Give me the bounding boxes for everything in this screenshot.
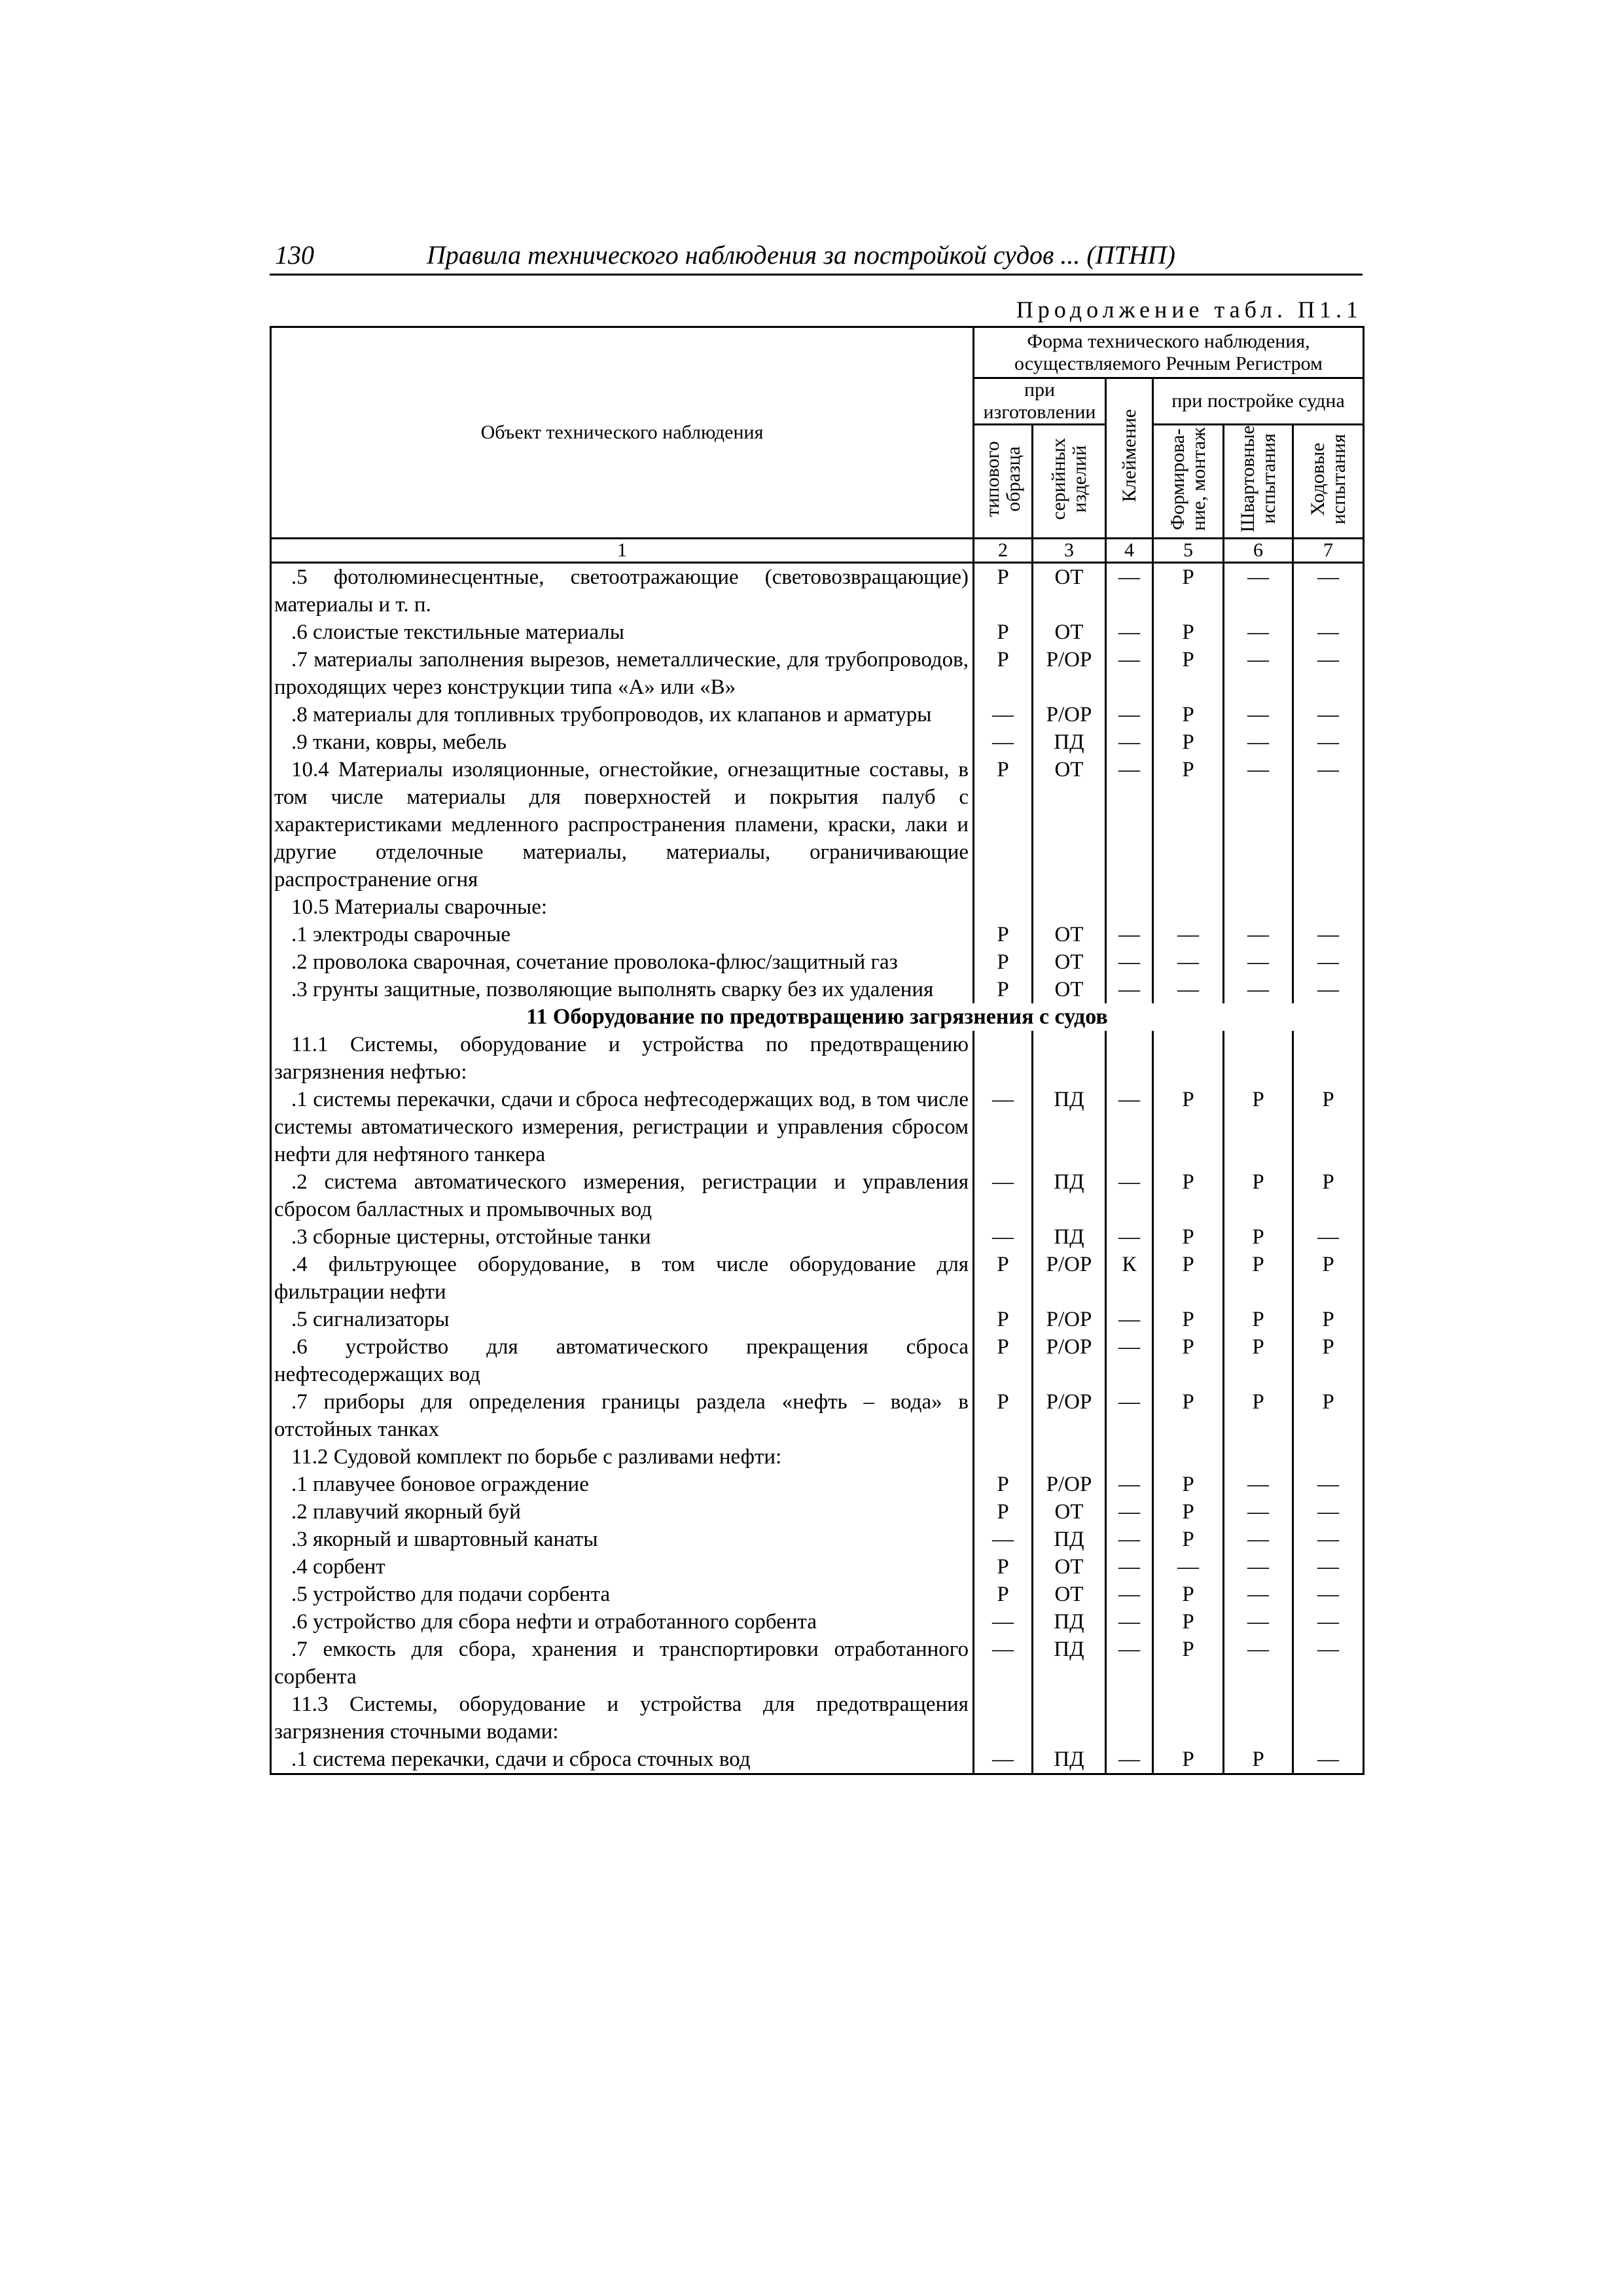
form-cell-c5: Р	[1153, 756, 1224, 893]
form-cell-c4: —	[1106, 1746, 1153, 1774]
form-cell-c7: —	[1293, 756, 1364, 893]
head-col2-line2: образца	[1002, 446, 1024, 512]
form-cell-c7: —	[1293, 1498, 1364, 1526]
form-cell-c3: ОТ	[1033, 756, 1106, 893]
form-cell-c4: —	[1106, 1498, 1153, 1526]
object-text: .5 устройство для подачи сорбента	[291, 1583, 611, 1607]
form-cell-c3: ОТ	[1033, 563, 1106, 619]
form-cell-c6: —	[1224, 701, 1293, 728]
form-cell-c4	[1106, 1691, 1153, 1746]
form-cell-c7	[1293, 1691, 1364, 1746]
form-cell-c5	[1153, 1443, 1224, 1471]
form-cell-c3: Р/ОР	[1033, 1306, 1106, 1333]
form-cell-c5: Р	[1153, 1168, 1224, 1223]
form-cell-c7: —	[1293, 701, 1364, 728]
table-row	[271, 1691, 1364, 1746]
object-cell	[271, 619, 974, 646]
head-object: Объект технического наблюдения	[271, 327, 974, 539]
form-cell-c2: —	[974, 1526, 1033, 1553]
form-cell-c7: —	[1293, 646, 1364, 701]
head-col5	[1153, 425, 1224, 539]
head-col3-line1: серийных	[1047, 438, 1069, 520]
object-cell	[271, 948, 974, 976]
form-cell-c2: Р	[974, 756, 1033, 893]
head-col5-line1: Формирова-	[1166, 428, 1188, 530]
table-row	[271, 1168, 1364, 1223]
object-text: .1 электроды сварочные	[291, 923, 511, 947]
form-cell-c7: Р	[1293, 1388, 1364, 1443]
object-text: .7 приборы для определения границы раздела «нефть – вода» в отстойных танках	[274, 1390, 969, 1442]
object-text: .6 устройство для автоматического прекращения сброса нефтесодержащих вод	[274, 1335, 969, 1387]
form-cell-c2: —	[974, 701, 1033, 728]
form-cell-c2: Р	[974, 1498, 1033, 1526]
table-row	[271, 619, 1364, 646]
page-number: 130	[275, 240, 314, 270]
table-row	[271, 1333, 1364, 1388]
table-row	[271, 1553, 1364, 1581]
object-text: 11.3 Системы, оборудование и устройства для предотвращения загрязнения сточными водами:	[274, 1693, 969, 1744]
form-cell-c3: ПД	[1033, 1746, 1106, 1774]
form-cell-c2: —	[974, 1223, 1033, 1251]
form-cell-c6: —	[1224, 1608, 1293, 1636]
form-cell-c6: —	[1224, 1471, 1293, 1498]
form-cell-c7: Р	[1293, 1086, 1364, 1168]
form-cell-c4	[1106, 893, 1153, 921]
object-cell	[271, 1526, 974, 1553]
form-cell-c3: ОТ	[1033, 619, 1106, 646]
form-cell-c6: —	[1224, 976, 1293, 1003]
form-cell-c4: —	[1106, 1526, 1153, 1553]
form-cell-c5	[1153, 893, 1224, 921]
table-row	[271, 1526, 1364, 1553]
object-text: .2 проволока сварочная, сочетание проволока-флюс/защитный газ	[291, 950, 898, 975]
form-cell-c4: —	[1106, 563, 1153, 619]
table-row	[271, 1388, 1364, 1443]
form-cell-c6: —	[1224, 756, 1293, 893]
object-cell	[271, 893, 974, 921]
form-cell-c5: Р	[1153, 701, 1224, 728]
object-text: .5 сигнализаторы	[291, 1308, 450, 1332]
object-cell	[271, 1168, 974, 1223]
object-text: .1 система перекачки, сдачи и сброса сточных вод	[291, 1748, 751, 1772]
table-body-materials	[271, 563, 1364, 1004]
head-form-line2: осуществляемого Речным Регистром	[1014, 352, 1323, 374]
form-cell-c6: Р	[1224, 1251, 1293, 1306]
object-text: .9 ткани, ковры, мебель	[291, 730, 507, 755]
form-cell-c4	[1106, 1031, 1153, 1086]
form-cell-c3: ОТ	[1033, 948, 1106, 976]
object-text: .6 устройство для сбора нефти и отработанного сорбента	[291, 1610, 817, 1634]
form-cell-c7: Р	[1293, 1306, 1364, 1333]
object-cell	[271, 1031, 974, 1086]
object-cell	[271, 646, 974, 701]
form-cell-c3: ПД	[1033, 1608, 1106, 1636]
object-text: 11.2 Судовой комплект по борьбе с разливами нефти:	[291, 1445, 782, 1469]
object-cell	[271, 701, 974, 728]
object-cell	[271, 1223, 974, 1251]
form-cell-c6: —	[1224, 921, 1293, 948]
form-cell-c2: Р	[974, 1251, 1033, 1306]
form-cell-c2: —	[974, 728, 1033, 756]
form-cell-c3: Р/ОР	[1033, 1388, 1106, 1443]
form-cell-c5: —	[1153, 948, 1224, 976]
object-text: .2 система автоматического измерения, регистрации и управления сбросом балластных и промывочных вод	[274, 1170, 969, 1222]
object-text: .1 плавучее боновое ограждение	[291, 1473, 589, 1497]
table-row	[271, 893, 1364, 921]
table-row	[271, 1031, 1364, 1086]
form-cell-c2	[974, 1691, 1033, 1746]
form-cell-c7: —	[1293, 1223, 1364, 1251]
form-cell-c3: Р/ОР	[1033, 1251, 1106, 1306]
column-number: 1	[271, 539, 974, 563]
table-row	[271, 756, 1364, 893]
form-cell-c3: ОТ	[1033, 1498, 1106, 1526]
form-cell-c4: —	[1106, 1553, 1153, 1581]
form-cell-c2	[974, 1443, 1033, 1471]
table-row	[271, 948, 1364, 976]
object-text: 10.4 Материалы изоляционные, огнестойкие, огнезащитные составы, в том числе материалы для поверхностей и покрытия палуб с характеристиками медленного распространения пламени, краски, лаки и другие отделочные материалы, материалы, ограничивающие распространение огня	[274, 758, 969, 892]
form-cell-c5: Р	[1153, 1608, 1224, 1636]
form-cell-c4: —	[1106, 1388, 1153, 1443]
table-row	[271, 1086, 1364, 1168]
form-cell-c7: —	[1293, 1526, 1364, 1553]
form-cell-c7: —	[1293, 1608, 1364, 1636]
table-row	[271, 1608, 1364, 1636]
column-number: 6	[1224, 539, 1293, 563]
head-manufacture	[974, 378, 1106, 425]
form-cell-c3	[1033, 893, 1106, 921]
form-cell-c6	[1224, 1691, 1293, 1746]
form-cell-c4: —	[1106, 646, 1153, 701]
table-row	[271, 1223, 1364, 1251]
form-cell-c5: —	[1153, 1553, 1224, 1581]
form-cell-c5: Р	[1153, 1306, 1224, 1333]
running-header	[270, 237, 1363, 276]
form-cell-c3: ПД	[1033, 1526, 1106, 1553]
form-cell-c6: —	[1224, 1526, 1293, 1553]
form-cell-c2: Р	[974, 1581, 1033, 1608]
form-cell-c7	[1293, 1031, 1364, 1086]
head-col6-line2: испытания	[1257, 433, 1279, 524]
object-cell	[271, 563, 974, 619]
form-cell-c7	[1293, 893, 1364, 921]
form-cell-c7: —	[1293, 921, 1364, 948]
form-cell-c3	[1033, 1691, 1106, 1746]
form-cell-c4: —	[1106, 1086, 1153, 1168]
head-col2	[974, 425, 1033, 539]
object-cell	[271, 1691, 974, 1746]
object-cell	[271, 921, 974, 948]
table-section	[271, 1003, 1364, 1031]
table-row	[271, 1251, 1364, 1306]
form-cell-c4: —	[1106, 1471, 1153, 1498]
form-cell-c7: —	[1293, 1746, 1364, 1774]
form-cell-c2: Р	[974, 619, 1033, 646]
form-cell-c2: Р	[974, 948, 1033, 976]
form-cell-c5: Р	[1153, 1581, 1224, 1608]
form-cell-c4: —	[1106, 1581, 1153, 1608]
head-col7-line2: испытания	[1327, 433, 1349, 524]
form-cell-c4: —	[1106, 921, 1153, 948]
table-row	[271, 1581, 1364, 1608]
form-cell-c2: Р	[974, 563, 1033, 619]
form-cell-c5: Р	[1153, 1471, 1224, 1498]
form-cell-c4: —	[1106, 1636, 1153, 1691]
form-cell-c2: Р	[974, 1333, 1033, 1388]
head-construction: при постройке судна	[1153, 378, 1364, 425]
head-col6-line1: Швартовные	[1236, 425, 1258, 533]
object-cell	[271, 1306, 974, 1333]
form-cell-c3: Р/ОР	[1033, 701, 1106, 728]
form-cell-c3: ОТ	[1033, 1553, 1106, 1581]
object-cell	[271, 1746, 974, 1774]
form-cell-c3: ОТ	[1033, 976, 1106, 1003]
form-cell-c3: Р/ОР	[1033, 1333, 1106, 1388]
form-cell-c2: Р	[974, 1471, 1033, 1498]
table-row	[271, 563, 1364, 619]
form-cell-c7: Р	[1293, 1333, 1364, 1388]
form-cell-c5: Р	[1153, 1388, 1224, 1443]
table-row	[271, 1471, 1364, 1498]
object-text: 11.1 Системы, оборудование и устройства по предотвращению загрязнения нефтью:	[274, 1033, 969, 1085]
form-cell-c5: —	[1153, 976, 1224, 1003]
form-cell-c2: Р	[974, 1388, 1033, 1443]
head-form-line1: Форма технического наблюдения,	[1027, 330, 1310, 352]
form-cell-c6: —	[1224, 948, 1293, 976]
object-cell	[271, 976, 974, 1003]
table-body-equipment	[271, 1031, 1364, 1774]
form-cell-c7: Р	[1293, 1168, 1364, 1223]
form-cell-c6	[1224, 1443, 1293, 1471]
head-col3	[1033, 425, 1106, 539]
object-text: .7 емкость для сбора, хранения и транспортировки отработанного сорбента	[274, 1638, 969, 1689]
object-cell	[271, 1388, 974, 1443]
object-cell	[271, 1581, 974, 1608]
form-cell-c6: —	[1224, 1581, 1293, 1608]
form-cell-c2: —	[974, 1636, 1033, 1691]
form-cell-c5: Р	[1153, 1251, 1224, 1306]
form-cell-c2: Р	[974, 976, 1033, 1003]
form-cell-c2: —	[974, 1086, 1033, 1168]
head-col4-text: Клеймение	[1118, 409, 1140, 503]
object-text: .3 якорный и швартовный канаты	[291, 1528, 598, 1552]
form-cell-c7: —	[1293, 976, 1364, 1003]
object-text: .6 слоистые текстильные материалы	[291, 620, 624, 645]
table-row	[271, 1306, 1364, 1333]
column-number: 7	[1293, 539, 1364, 563]
form-cell-c4: К	[1106, 1251, 1153, 1306]
table-row	[271, 728, 1364, 756]
section-title: 11 Оборудование по предотвращению загрязнения с судов	[271, 1003, 1364, 1031]
table-row	[271, 701, 1364, 728]
form-cell-c6: —	[1224, 1636, 1293, 1691]
table-row	[271, 1636, 1364, 1691]
form-cell-c3: ПД	[1033, 1223, 1106, 1251]
table-row	[271, 1443, 1364, 1471]
form-cell-c2	[974, 893, 1033, 921]
form-cell-c2: Р	[974, 921, 1033, 948]
form-cell-c4: —	[1106, 619, 1153, 646]
table-row	[271, 976, 1364, 1003]
object-cell	[271, 756, 974, 893]
form-cell-c5	[1153, 1691, 1224, 1746]
object-cell	[271, 1553, 974, 1581]
form-cell-c6: —	[1224, 646, 1293, 701]
head-col7-line1: Ходовые	[1306, 442, 1329, 516]
head-col7	[1293, 425, 1364, 539]
object-cell	[271, 1443, 974, 1471]
form-cell-c4: —	[1106, 1168, 1153, 1223]
head-manufacture-line2: изготовлении	[983, 401, 1096, 423]
column-number: 5	[1153, 539, 1224, 563]
form-cell-c5: Р	[1153, 1223, 1224, 1251]
form-cell-c5	[1153, 1031, 1224, 1086]
head-col6	[1224, 425, 1293, 539]
object-text: .4 фильтрующее оборудование, в том числе оборудование для фильтрации нефти	[274, 1253, 969, 1304]
form-cell-c7: —	[1293, 1471, 1364, 1498]
object-text: .8 материалы для топливных трубопроводов, их клапанов и арматуры	[291, 703, 932, 727]
form-cell-c7: —	[1293, 948, 1364, 976]
form-cell-c5: Р	[1153, 1333, 1224, 1388]
object-text: .3 сборные цистерны, отстойные танки	[291, 1225, 651, 1249]
form-cell-c6: —	[1224, 563, 1293, 619]
form-cell-c3: Р/ОР	[1033, 646, 1106, 701]
column-number: 2	[974, 539, 1033, 563]
form-cell-c7: —	[1293, 563, 1364, 619]
head-col4	[1106, 378, 1153, 539]
form-cell-c2: Р	[974, 1553, 1033, 1581]
form-cell-c6: Р	[1224, 1333, 1293, 1388]
form-cell-c2: —	[974, 1608, 1033, 1636]
form-cell-c7: Р	[1293, 1251, 1364, 1306]
form-cell-c5: Р	[1153, 646, 1224, 701]
object-text: 10.5 Материалы сварочные:	[291, 895, 548, 920]
object-cell	[271, 1471, 974, 1498]
form-cell-c6: —	[1224, 1498, 1293, 1526]
form-cell-c6: —	[1224, 619, 1293, 646]
head-col2-line1: типового	[981, 440, 1003, 517]
running-title: Правила технического наблюдения за постройкой судов ... (ПТНП)	[427, 240, 1175, 270]
object-cell	[271, 1086, 974, 1168]
object-text: .3 грунты защитные, позволяющие выполнять сварку без их удаления	[291, 978, 934, 1002]
form-cell-c4: —	[1106, 976, 1153, 1003]
form-cell-c3: ПД	[1033, 1086, 1106, 1168]
form-cell-c3: ПД	[1033, 728, 1106, 756]
table-row	[271, 1498, 1364, 1526]
form-cell-c5: Р	[1153, 1526, 1224, 1553]
form-cell-c4: —	[1106, 728, 1153, 756]
form-cell-c6: —	[1224, 728, 1293, 756]
form-cell-c5: —	[1153, 921, 1224, 948]
head-manufacture-line1: при	[1024, 379, 1056, 401]
table-head	[271, 327, 1364, 563]
column-number: 4	[1106, 539, 1153, 563]
head-form	[974, 327, 1364, 378]
form-cell-c3: ПД	[1033, 1636, 1106, 1691]
form-cell-c7: —	[1293, 728, 1364, 756]
form-cell-c4: —	[1106, 1333, 1153, 1388]
form-cell-c3: ОТ	[1033, 921, 1106, 948]
form-cell-c3: Р/ОР	[1033, 1471, 1106, 1498]
table-continuation-label: Продолжение табл. П1.1	[1016, 296, 1363, 323]
form-cell-c4: —	[1106, 1608, 1153, 1636]
form-cell-c5: Р	[1153, 728, 1224, 756]
object-cell	[271, 1608, 974, 1636]
form-cell-c7: —	[1293, 1553, 1364, 1581]
form-cell-c7: —	[1293, 619, 1364, 646]
form-cell-c3: ПД	[1033, 1168, 1106, 1223]
form-cell-c6: Р	[1224, 1223, 1293, 1251]
head-col3-line2: изделий	[1068, 445, 1090, 513]
form-cell-c3: ОТ	[1033, 1581, 1106, 1608]
object-text: .5 фотолюминесцентные, светоотражающие (световозвращающие) материалы и т. п.	[274, 565, 969, 617]
form-cell-c5: Р	[1153, 1636, 1224, 1691]
object-cell	[271, 1251, 974, 1306]
column-numbers-row	[271, 539, 1364, 563]
object-cell	[271, 1333, 974, 1388]
form-cell-c2: Р	[974, 1306, 1033, 1333]
form-cell-c6: Р	[1224, 1168, 1293, 1223]
form-cell-c3	[1033, 1443, 1106, 1471]
form-cell-c5: Р	[1153, 1746, 1224, 1774]
form-cell-c5: Р	[1153, 619, 1224, 646]
object-cell	[271, 728, 974, 756]
object-text: .7 материалы заполнения вырезов, неметаллические, для трубопроводов, проходящих через конструкции типа «А» или «В»	[274, 648, 969, 700]
form-cell-c2: —	[974, 1746, 1033, 1774]
form-cell-c7: —	[1293, 1581, 1364, 1608]
form-cell-c6: Р	[1224, 1388, 1293, 1443]
form-cell-c6: Р	[1224, 1086, 1293, 1168]
form-cell-c7: —	[1293, 1636, 1364, 1691]
form-cell-c4: —	[1106, 948, 1153, 976]
form-cell-c7	[1293, 1443, 1364, 1471]
form-cell-c4: —	[1106, 701, 1153, 728]
form-cell-c6: Р	[1224, 1306, 1293, 1333]
form-cell-c2: —	[974, 1168, 1033, 1223]
table-row	[271, 1746, 1364, 1774]
form-cell-c2	[974, 1031, 1033, 1086]
form-cell-c5: Р	[1153, 563, 1224, 619]
supervision-table	[270, 326, 1364, 1775]
form-cell-c4	[1106, 1443, 1153, 1471]
object-text: .1 системы перекачки, сдачи и сброса нефтесодержащих вод, в том числе системы автоматического измерения, регистрации и управления сбросом нефти для нефтяного танкера	[274, 1088, 969, 1167]
column-number: 3	[1033, 539, 1106, 563]
form-cell-c3	[1033, 1031, 1106, 1086]
object-text: .4 сорбент	[291, 1555, 385, 1579]
table-row	[271, 921, 1364, 948]
form-cell-c4: —	[1106, 1223, 1153, 1251]
form-cell-c4: —	[1106, 756, 1153, 893]
form-cell-c6	[1224, 893, 1293, 921]
form-cell-c5: Р	[1153, 1498, 1224, 1526]
form-cell-c2: Р	[974, 646, 1033, 701]
form-cell-c5: Р	[1153, 1086, 1224, 1168]
object-text: .2 плавучий якорный буй	[291, 1500, 521, 1524]
form-cell-c6: —	[1224, 1553, 1293, 1581]
head-col5-line2: ние, монтаж	[1187, 427, 1209, 531]
object-cell	[271, 1498, 974, 1526]
form-cell-c6	[1224, 1031, 1293, 1086]
object-cell	[271, 1636, 974, 1691]
table-row	[271, 646, 1364, 701]
form-cell-c6: Р	[1224, 1746, 1293, 1774]
form-cell-c4: —	[1106, 1306, 1153, 1333]
